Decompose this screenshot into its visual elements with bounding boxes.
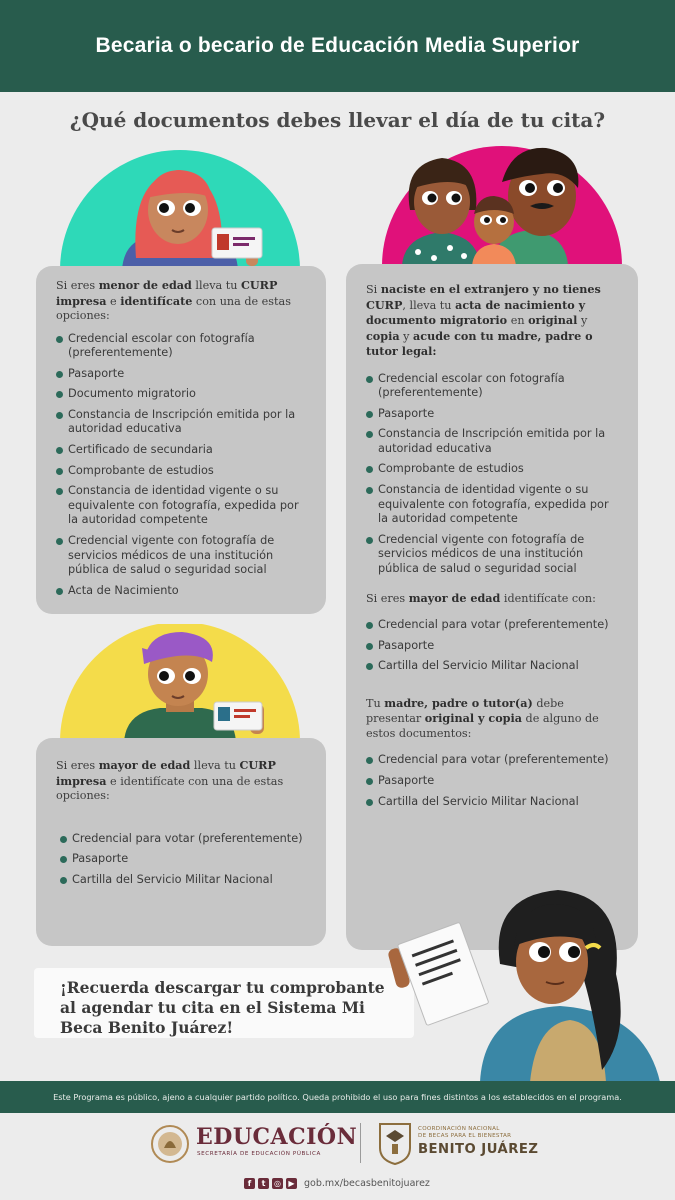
guardian-intro bbox=[366, 696, 622, 742]
text-segment: Si bbox=[366, 283, 381, 296]
text-segment: con una de estas opciones: bbox=[56, 294, 291, 322]
emphasis-text: mayor de edad bbox=[408, 590, 501, 605]
text-segment: y bbox=[399, 329, 414, 343]
emphasis-text: copia bbox=[366, 328, 400, 343]
document-list-item: Pasaporte bbox=[56, 367, 308, 382]
woman-with-receipt-illustration bbox=[380, 884, 670, 1082]
bbj-logo-title: BENITO JUÁREZ bbox=[418, 1142, 539, 1157]
text-segment: en bbox=[507, 314, 529, 327]
question-heading: ¿Qué documentos debes llevar el día de tu cita? bbox=[69, 108, 606, 132]
emphasis-text: CURP impresa bbox=[56, 278, 278, 308]
text-segment: e bbox=[106, 294, 121, 308]
document-list-item: Credencial escolar con fotografía (preferentemente) bbox=[366, 372, 622, 401]
document-list-item: Pasaporte bbox=[366, 639, 622, 654]
card-adult-requirements bbox=[36, 738, 326, 946]
text-segment: Si eres bbox=[56, 279, 99, 292]
text-segment: Si eres bbox=[366, 591, 409, 605]
document-list-item: Credencial escolar con fotografía (preferentemente) bbox=[56, 332, 308, 361]
bbj-line-2: DE BECAS PARA EL BIENESTAR bbox=[418, 1133, 512, 1139]
emphasis-text: original bbox=[528, 313, 578, 327]
bbj-line-1: COORDINACIÓN NACIONAL bbox=[418, 1126, 500, 1132]
document-list-item: Comprobante de estudios bbox=[366, 462, 622, 477]
sep-logo-subtitle: SECRETARÍA DE EDUCACIÓN PÚBLICA bbox=[197, 1151, 321, 1157]
disclaimer-bar bbox=[0, 1081, 675, 1113]
document-list-item: Constancia de identidad vigente o su equivalente con fotografía, expedida por la autoridad competente bbox=[56, 484, 308, 528]
document-list-item: Credencial para votar (preferentemente) bbox=[60, 832, 308, 847]
minor-intro bbox=[56, 278, 308, 324]
bbj-shield-icon bbox=[378, 1120, 412, 1166]
twitter-icon[interactable]: t bbox=[258, 1178, 269, 1189]
card-foreign-born-requirements bbox=[346, 264, 638, 950]
text-segment: lleva tu bbox=[190, 759, 240, 772]
text-segment: e identifícate con una de estas opciones: bbox=[56, 774, 284, 802]
social-links bbox=[244, 1178, 430, 1189]
document-list-item: Credencial para votar (preferentemente) bbox=[366, 618, 622, 633]
document-list-item: Acta de Nacimiento bbox=[56, 584, 308, 599]
emphasis-text: acta de nacimiento y documento migratorio bbox=[366, 297, 586, 327]
text-segment: debe presentar bbox=[366, 696, 564, 726]
adult-intro bbox=[56, 758, 308, 804]
document-list-item: Comprobante de estudios bbox=[56, 464, 308, 479]
page-title: Becaria o becario de Educación Media Superior bbox=[95, 34, 580, 57]
instagram-icon[interactable]: ◎ bbox=[272, 1178, 283, 1189]
document-list-item: Credencial vigente con fotografía de servicios médicos de una institución pública de salud o seguridad social bbox=[366, 533, 622, 577]
website-link[interactable]: gob.mx/becasbenitojuarez bbox=[304, 1178, 430, 1189]
text-segment: lleva tu bbox=[191, 279, 242, 292]
text-segment: , lleva tu bbox=[402, 298, 456, 312]
document-list-item: Constancia de Inscripción emitida por la autoridad educativa bbox=[366, 427, 622, 456]
document-list-item: Cartilla del Servicio Militar Nacional bbox=[366, 795, 622, 810]
text-segment: de alguno de estos documentos: bbox=[366, 712, 599, 740]
guardian-document-list bbox=[366, 753, 622, 809]
document-list-item: Cartilla del Servicio Militar Nacional bbox=[60, 873, 308, 888]
text-segment: y bbox=[577, 314, 588, 327]
document-list-item: Pasaporte bbox=[366, 407, 622, 422]
foreign-document-list bbox=[366, 372, 622, 577]
document-list-item: Credencial para votar (preferentemente) bbox=[366, 753, 622, 768]
sep-logo-title: EDUCACIÓN bbox=[196, 1124, 358, 1150]
foreign-adult-document-list bbox=[366, 618, 622, 674]
foreign-intro bbox=[366, 282, 622, 360]
document-list-item: Cartilla del Servicio Militar Nacional bbox=[366, 659, 622, 674]
document-list-item: Constancia de Inscripción emitida por la autoridad educativa bbox=[56, 408, 308, 437]
document-list-item: Pasaporte bbox=[60, 852, 308, 867]
emphasis-text: madre, padre o tutor(a) bbox=[384, 695, 533, 710]
header-bar bbox=[0, 0, 675, 92]
emphasis-text: menor de edad bbox=[98, 278, 192, 292]
national-seal-icon bbox=[150, 1124, 190, 1164]
family-illustration bbox=[382, 140, 622, 266]
disclaimer-text: Este Programa es público, ajeno a cualquier partido político. Queda prohibido el uso para fines distintos a los establecidos en el programa. bbox=[53, 1092, 622, 1102]
foreign-adult-intro bbox=[366, 591, 622, 607]
emphasis-text: naciste en el extranjero y no tienes CURP bbox=[366, 282, 601, 312]
document-list-item: Credencial vigente con fotografía de servicios médicos de una institución pública de salud o seguridad social bbox=[56, 534, 308, 578]
emphasis-text: CURP impresa bbox=[56, 758, 276, 788]
reminder-banner: ¡Recuerda descargar tu comprobante al agendar tu cita en el Sistema Mi Beca Benito Juárez! bbox=[34, 968, 414, 1038]
young-man-with-id-illustration bbox=[60, 624, 300, 742]
emphasis-text: original y copia bbox=[424, 711, 522, 726]
emphasis-text: identifícate bbox=[120, 293, 193, 308]
bbj-logo-subtitle bbox=[418, 1126, 511, 1140]
text-segment: Si eres bbox=[56, 759, 99, 772]
document-list-item: Constancia de identidad vigente o su equivalente con fotografía, expedida por la autoridad competente bbox=[366, 483, 622, 527]
document-list-item: Pasaporte bbox=[366, 774, 622, 789]
text-segment: identifícate con: bbox=[500, 591, 596, 605]
emphasis-text: acude con tu madre, padre o tutor legal: bbox=[366, 328, 593, 358]
logo-divider bbox=[360, 1123, 361, 1163]
girl-with-id-illustration bbox=[60, 148, 300, 270]
card-minor-requirements bbox=[36, 266, 326, 614]
emphasis-text: mayor de edad bbox=[98, 758, 191, 772]
adult-document-list bbox=[56, 832, 308, 888]
text-segment: Tu bbox=[366, 696, 385, 710]
document-list-item: Documento migratorio bbox=[56, 387, 308, 402]
minor-document-list bbox=[56, 332, 308, 599]
facebook-icon[interactable]: f bbox=[244, 1178, 255, 1189]
document-list-item: Certificado de secundaria bbox=[56, 443, 308, 458]
youtube-icon[interactable]: ▶ bbox=[286, 1178, 297, 1189]
